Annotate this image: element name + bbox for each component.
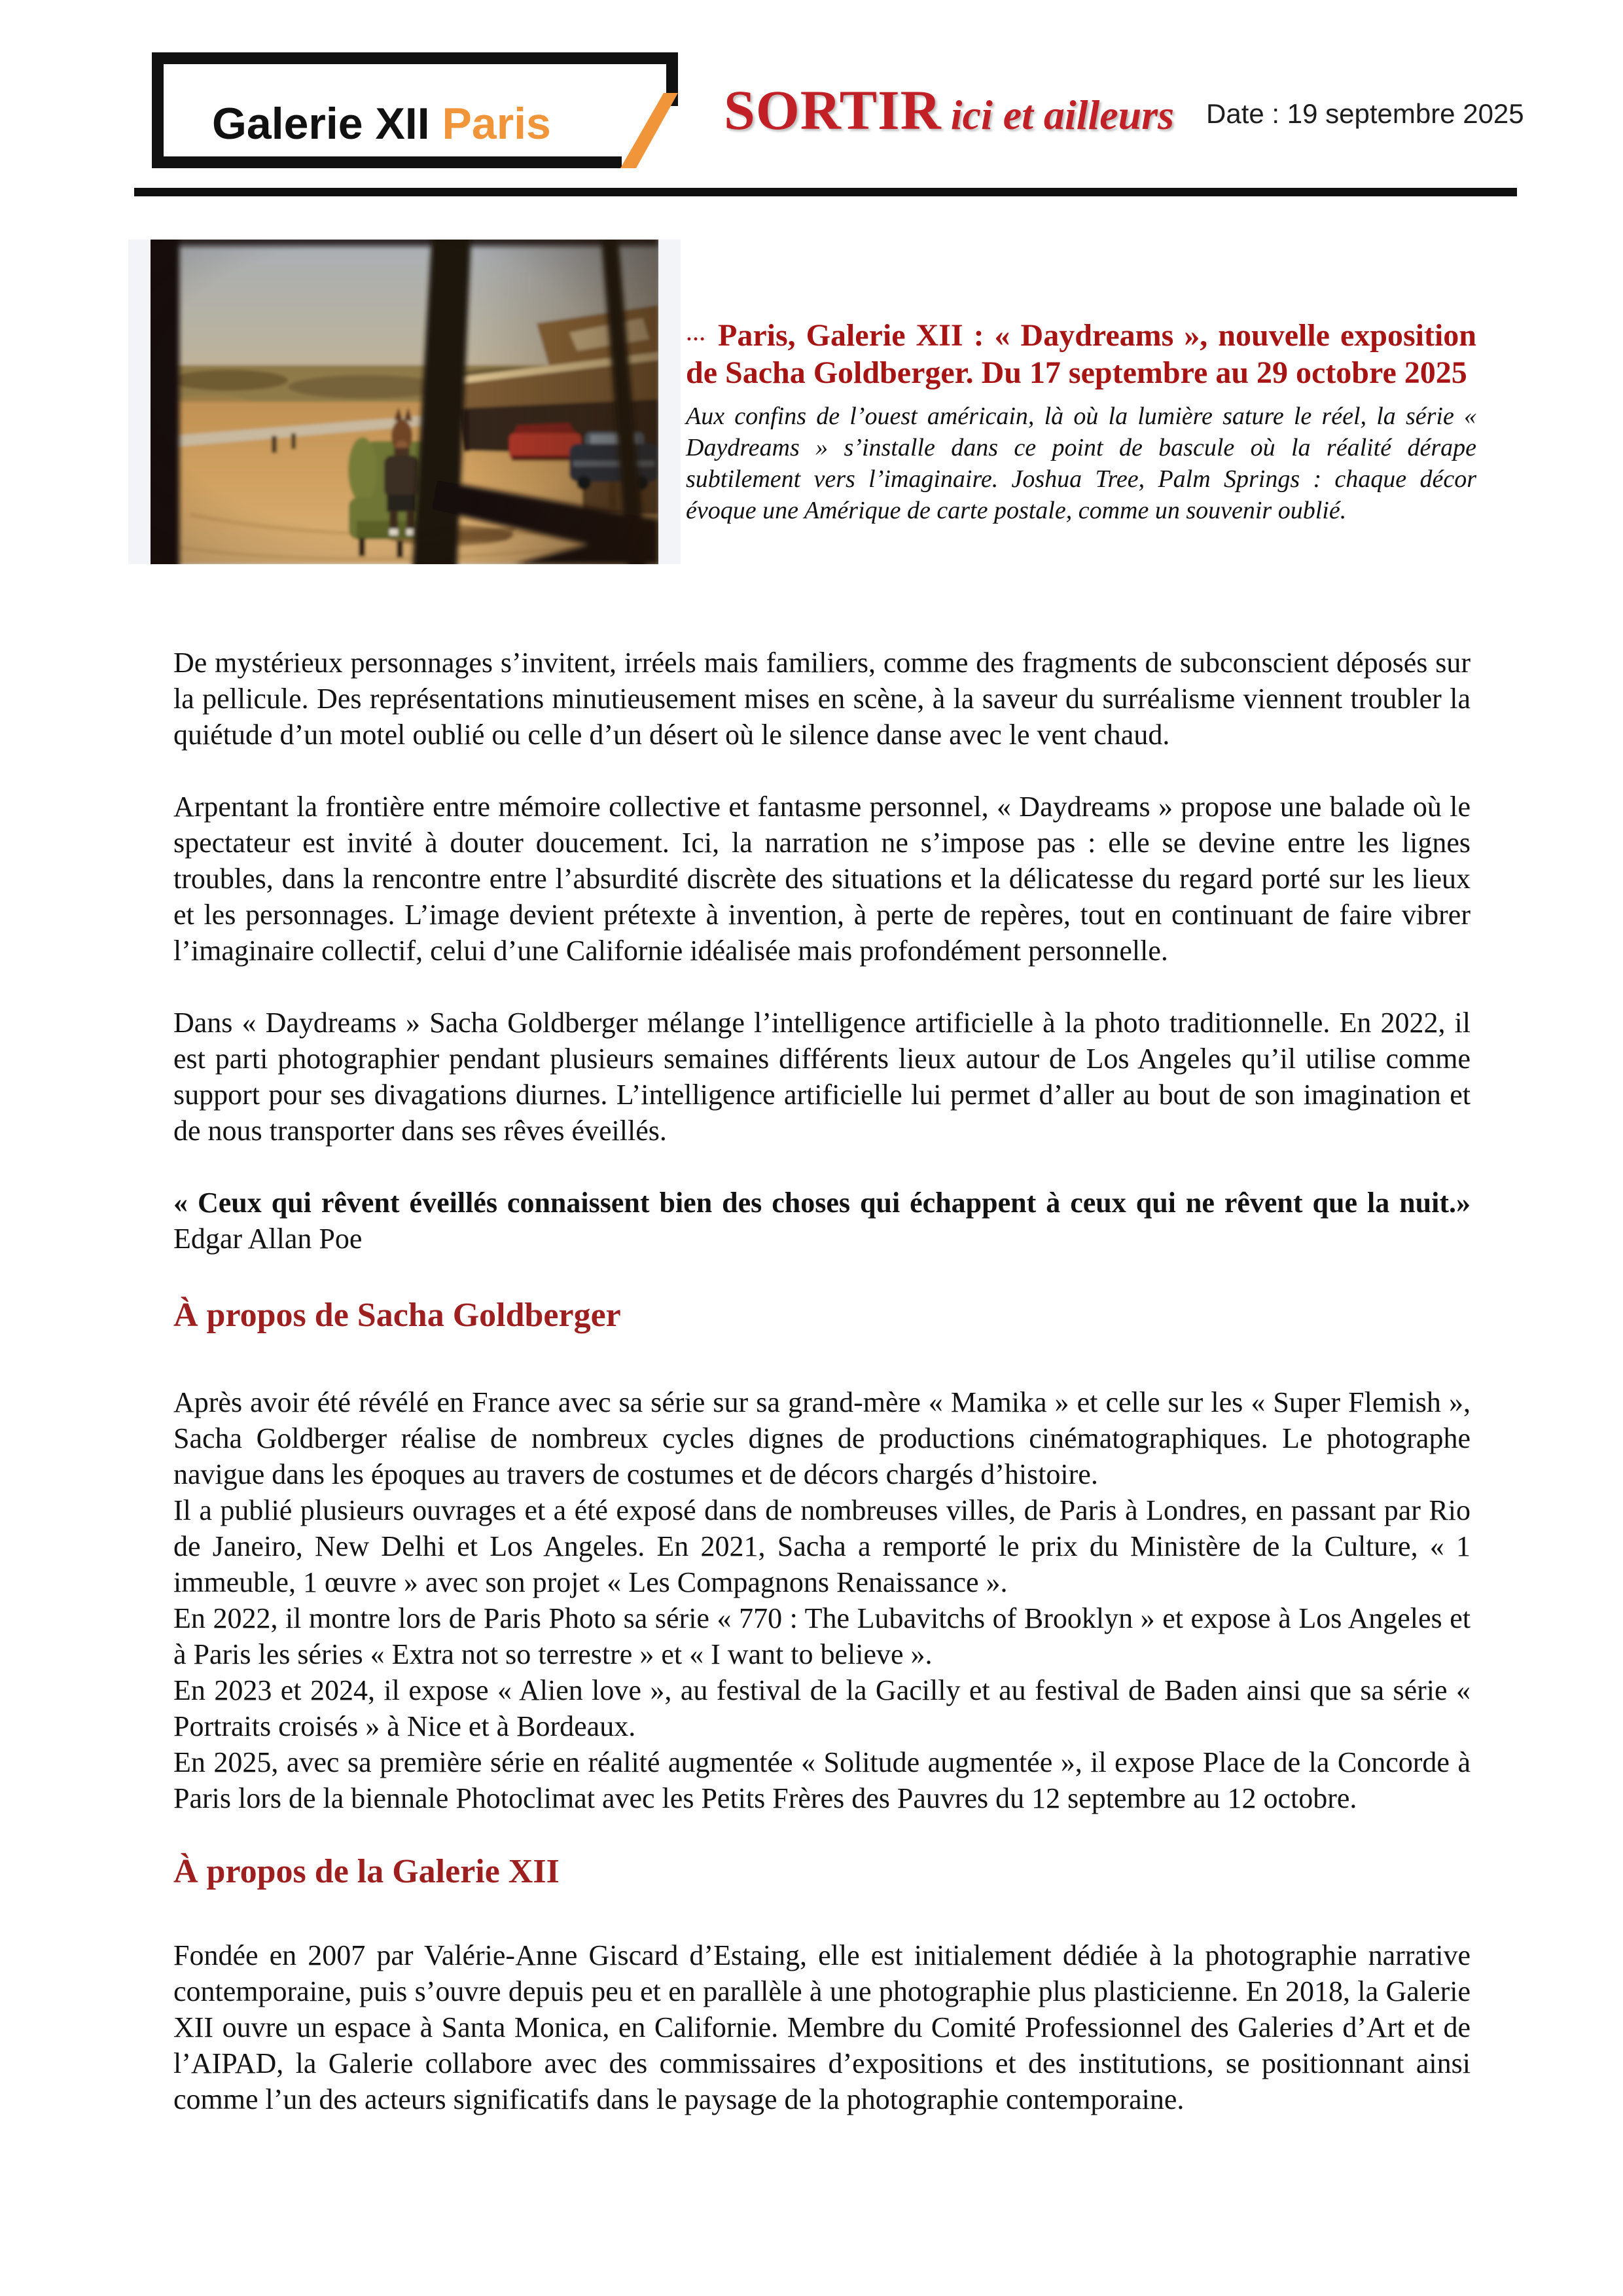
headline-prefix: … <box>686 323 707 345</box>
gallery-paragraph: Fondée en 2007 par Valérie-Anne Giscard d’Estaing, elle est initialement dédiée à la photographie narrative contemporaine, puis s’ouvre depuis peu et en parallèle à une photographie plus plasticienne. En 2018, la Galerie XII ouvre un espace à Santa Monica, en Californie. Membre du Comité Professionnel des Galeries d’Art et de l’AIPAD, la Galerie collabore avec des commissaires d’expositions et des institutions, se positionnant ainsi comme l’un des acteurs significatifs dans le paysage de la photographie contemporaine. <box>173 1939 1471 2115</box>
logo-text <box>212 99 551 149</box>
logo-frame <box>152 52 678 168</box>
artist-bio-paragraph: Il a publié plusieurs ouvrages et a été exposé dans de nombreuses villes, de Paris à Londres, en passant par Rio de Janeiro, New Delhi et Los Angeles. En 2021, Sacha a remporté le prix du Ministère de la Culture, « 1 immeuble, 1 œuvre » avec son projet « Les Compagnons Renaissance ». <box>173 1494 1471 1598</box>
poe-quote <box>173 1185 1471 1257</box>
slash-icon <box>620 93 678 168</box>
masthead-tagline: ici et ailleurs <box>950 92 1175 138</box>
headline-block <box>686 315 1476 526</box>
body-paragraph: Dans « Daydreams » Sacha Goldberger mélange l’intelligence artificielle à la photo traditionnelle. En 2022, il est parti photographier pendant plusieurs semaines différents lieux autour de Los Angeles qu’il utilise comme support pour ses divagations diurnes. L’intelligence artificielle lui permet d’aller au bout de son imagination et de nous transporter dans ses rêves éveillés. <box>173 1007 1471 1147</box>
body-paragraph: De mystérieux personnages s’invitent, irréels mais familiers, comme des fragments de subconscient déposés sur la pellicule. Des représentations minutieusement mises en scène, à la saveur du surréalisme viennent troubler la quiétude d’un motel oublié ou celle d’un désert où le silence danse avec le vent chaud. <box>173 647 1471 751</box>
logo-text-primary: Galerie XII <box>212 99 442 149</box>
about-artist-heading: À propos de Sacha Goldberger <box>173 1297 621 1334</box>
article-headline <box>686 315 1476 391</box>
article-body <box>173 645 1471 2153</box>
logo-text-accent: Paris <box>442 99 551 149</box>
artist-bio-paragraph: En 2025, avec sa première série en réalité augmentée « Solitude augmentée », il expose Place de la Concorde à Paris lors de la biennale Photoclimat avec les Petits Frères des Pauvres du 12 septembre au 12 octobre. <box>173 1746 1471 1814</box>
header-divider <box>134 188 1517 196</box>
body-paragraph: Arpentant la frontière entre mémoire collective et fantasme personnel, « Daydreams » propose une balade où le spectateur est invité à douter doucement. Ici, la narration ne s’impose pas : elle se devine entre les lignes troubles, dans la rencontre entre l’absurdité discrète des situations et la délicatesse du regard porté sur les lieux et les personnages. L’image devient prétexte à invention, à perte de repères, tout en continuant de faire vibrer l’imaginaire collectif, celui d’une Californie idéalisée mais profondément personnelle. <box>173 791 1471 967</box>
date-label: Date : 19 septembre 2025 <box>1206 98 1524 129</box>
artist-bio-paragraph: En 2022, il montre lors de Paris Photo sa série « 770 : The Lubavitchs of Brooklyn » et expose à Los Angeles et à Paris les séries « Extra not so terrestre » et « I want to believe ». <box>173 1602 1471 1670</box>
artist-bio-paragraph: En 2023 et 2024, il expose « Alien love », au festival de la Gacilly et au festival de Baden ainsi que sa série « Portraits croisés » à Nice et à Bordeaux. <box>173 1674 1471 1742</box>
quote-attribution: Edgar Allan Poe <box>173 1223 363 1255</box>
exhibition-photo <box>128 240 681 564</box>
artist-bio-paragraph: Après avoir été révélé en France avec sa série sur sa grand-mère « Mamika » et celle sur les « Super Flemish », Sacha Goldberger réalise de nombreux cycles dignes de productions cinématographiques. Le photographe navigue dans les époques au travers de costumes et de décors chargés d’histoire. <box>173 1386 1471 1490</box>
about-gallery-heading: À propos de la Galerie XII <box>173 1853 560 1890</box>
headline-text: Paris, Galerie XII : « Daydreams », nouvelle exposition de Sacha Goldberger. Du 17 septembre au 29 octobre 2025 <box>686 318 1476 390</box>
galerie-xii-logo <box>152 52 678 168</box>
article-standfirst: Aux confins de l’ouest américain, là où la lumière sature le réel, la série « Daydreams » s’installe dans ce point de bascule où la réalité dérape subtilement vers l’imaginaire. Joshua Tree, Palm Springs : chaque décor évoque une Amérique de carte postale, comme un souvenir oublié. <box>686 403 1476 524</box>
masthead <box>724 77 1174 143</box>
quote-text: « Ceux qui rêvent éveillés connaissent bien des choses qui échappent à ceux qui ne rêvent que la nuit.» <box>173 1187 1471 1219</box>
masthead-title: SORTIR <box>724 79 942 141</box>
